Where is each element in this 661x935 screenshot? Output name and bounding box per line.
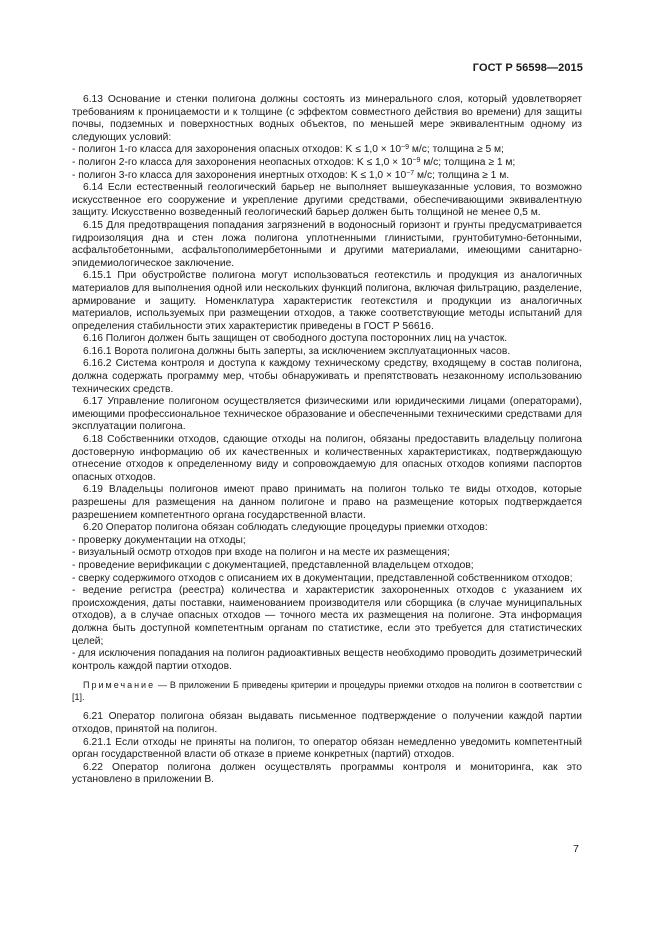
paragraph-6-16: 6.16 Полигон должен быть защищен от свободного доступа посторонних лиц на участок. [83, 333, 508, 345]
list-item: - ведение регистра (реестра) количества и характеристик захороненных отходов с указанием их происхождения, даты поставки, наименованием производителя или сборщика (в случае муниципальных отходов), а в случае опасных отходов — точного места их размещения на полигоне. Эта информация должна быть доступной компетентным органам по статистике, если это требуется для статистических целей; [72, 585, 582, 647]
paragraph-6-18: 6.18 Собственники отходов, сдающие отходы на полигон, обязаны предоставить владельцу полигона достоверную информацию об их качественных и количественных характеристиках, подтверждающую отнесение отходов к определенному виду и сопровождаемую для опасных отходов копиями паспортов опасных отходов. [72, 434, 582, 483]
note-text: — В приложении Б приведены критерии и процедуры приемки отходов на полигон в соответствии с [1]. [72, 680, 582, 703]
list-item: - проведение верификации с документацией, представленной владельцем отходов; [72, 559, 474, 571]
document-body [72, 94, 582, 787]
paragraph-6-15: 6.15 Для предотвращения попадания загрязнений в водоносный горизонт и грунты предусматривается гидроизоляция дна и стен ложа полигона уплотненными глинистыми, грунтобитумно-бетонными, асфальтобетонными, асфальтополимербетонными и другими материалами, имеющими санитарно-эпидемиологическое заключение. [72, 219, 582, 269]
document-number: ГОСТ Р 56598—2015 [472, 62, 583, 74]
list-item: - сверку содержимого отходов с описанием их в документации, представленной собственником отходов; [72, 572, 573, 584]
note [72, 679, 582, 703]
paragraph-6-21: 6.21 Оператор полигона обязан выдавать письменное подтверждение о получении каждой партии отходов, принятой на полигон. [72, 711, 582, 735]
paragraph-6-20: 6.20 Оператор полигона обязан соблюдать следующие процедуры приемки отходов: [83, 522, 488, 534]
paragraph-6-22: 6.22 Оператор полигона должен осуществлять программы контроля и мониторинга, как это установлено в приложении В. [72, 761, 582, 786]
paragraph-6-16-2: 6.16.2 Система контроля и доступа к каждому техническому средству, входящему в состав полигона, должна содержать программу мер, чтобы обнаруживать и препятствовать незаконному использованию технических средств. [72, 358, 582, 395]
list-item: - полигон 2-го класса для захоронения неопасных отходов: $K \le 1,0 \times 10^{-9}$ м/с; толщина ≥ 1 м; [72, 156, 516, 168]
list-item: - проверку документации на отходы; [72, 534, 246, 546]
page-number: 7 [573, 843, 579, 855]
list-item: - визуальный осмотр отходов при входе на полигон и на месте их размещения; [72, 547, 450, 559]
paragraph-6-21-1: 6.21.1 Если отходы не приняты на полигон, то оператор обязан немедленно уведомить компетентный орган государственной власти об отказе в приеме конкретных (партий) отходов. [72, 736, 582, 761]
note-label: Примечание [83, 680, 156, 691]
paragraph-6-19: 6.19 Владельцы полигонов имеют право принимать на полигон только те виды отходов, которые разрешены для размещения на данном полигоне и право на размещение которых подтверждается разрешением компетентного органа государственной власти. [72, 484, 582, 521]
paragraph-6-14: 6.14 Если естественный геологический барьер не выполняет вышеуказанные условия, то возможно искусственное его сооружение и укрепление другими средствами, обеспечивающими эквивалентную защиту. Искусственно возведенный геологический барьер должен быть толщиной не менее 0,5 м. [72, 182, 582, 219]
paragraph-6-13: 6.13 Основание и стенки полигона должны состоять из минерального слоя, который удовлетворяет требованиям к проницаемости и к толщине (с эффектом совместного действия во времени) для защиты почвы, подземных и поверхностных водных объектов, по меньшей мере эквивалентным одному из следующих условий: [72, 94, 582, 143]
list-item: - полигон 1-го класса для захоронения опасных отходов: $K \le 1,0 \times 10^{-9}$ м/с; толщина ≥ 5 м; [72, 144, 504, 156]
paragraph-6-16-1: 6.16.1 Ворота полигона должны быть заперты, за исключением эксплуатационных часов. [83, 345, 511, 357]
paragraph-6-15-1: 6.15.1 При обустройстве полигона могут использоваться геотекстиль и продукция из аналогичных материалов для выполнения одной или нескольких функций полигона, включая фильтрацию, разделение, армирование и защиту. Номенклатура характеристик геотекстиля и продукции из аналогичных материалов, используемых при размещении отходов, а также соответствующие методы испытаний для определения стабильности этих характеристик приведены в ГОСТ Р 56616. [72, 270, 582, 332]
list-item: - для исключения попадания на полигон радиоактивных веществ необходимо проводить дозиметрический контроль каждой партии отходов. [72, 648, 582, 672]
list-item: - полигон 3-го класса для захоронения инертных отходов: $K \le 1,0 \times 10^{-7}$ м/с; толщина ≥ 1 м. [72, 169, 510, 181]
paragraph-6-17: 6.17 Управление полигоном осуществляется физическими или юридическими лицами (операторами), имеющими профессиональное техническое образование и обеспеченными техническими средствами для эксплуатации полигона. [72, 396, 582, 433]
